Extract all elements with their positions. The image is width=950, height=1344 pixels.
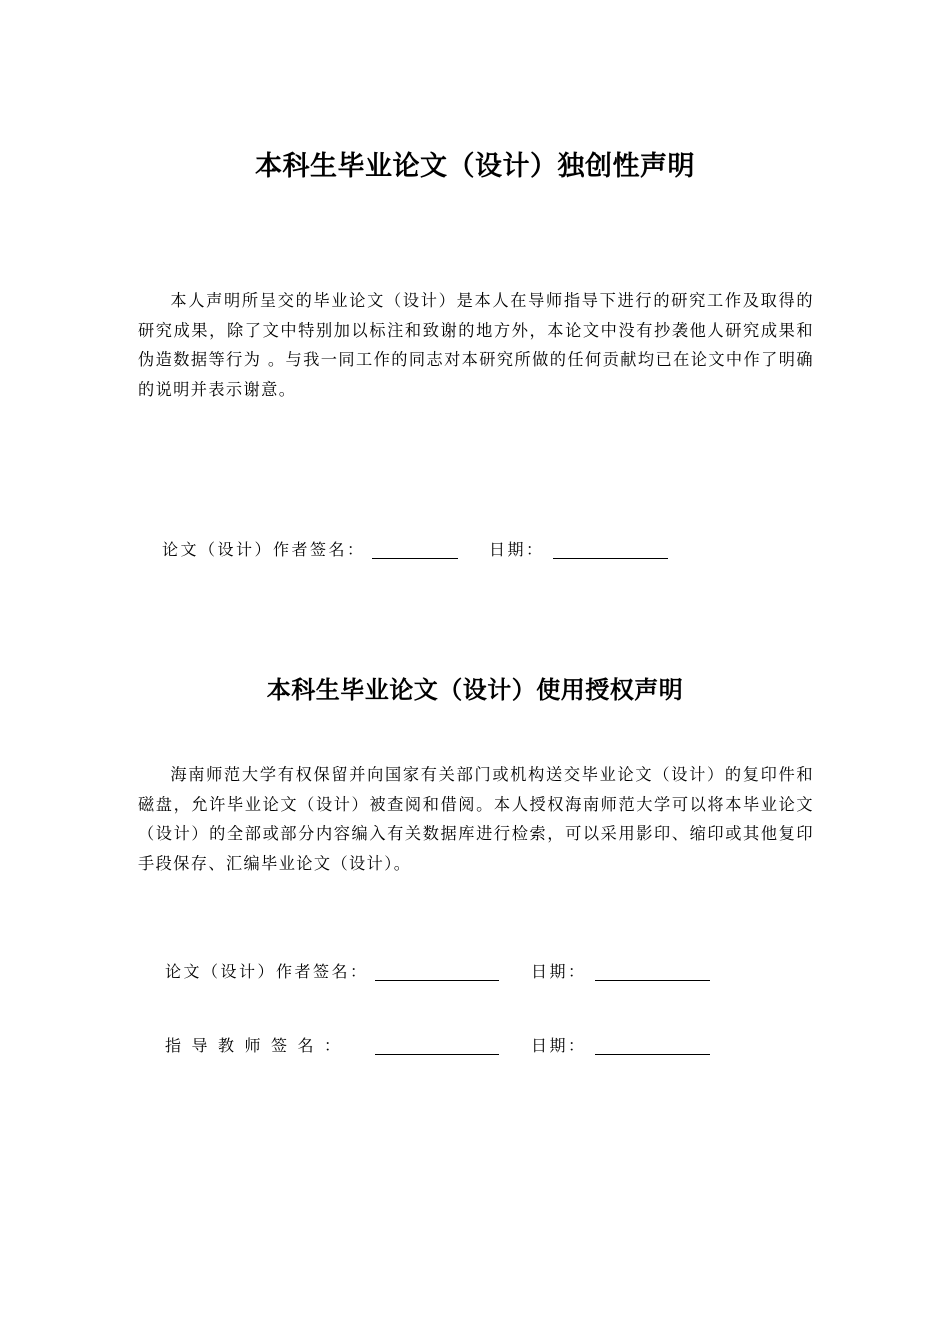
author-signature-line[interactable] [375, 980, 499, 981]
originality-paragraph: 本人声明所呈交的毕业论文（设计）是本人在导师指导下进行的研究工作及取得的研究成果，除了文中特别加以标注和致谢的地方外，本论文中没有抄袭他人研究成果和伪造数据等行为 。与我一同工作的同志对本研究所做的任何贡献均已在论文中作了明确的说明并表示谢意。 [138, 291, 814, 399]
author-signature-label: 论文（设计）作者签名： [165, 962, 369, 981]
advisor-date-label: 日期： [531, 1036, 587, 1055]
author-date-line[interactable] [595, 980, 710, 981]
originality-signature-row [0, 540, 950, 562]
author-signature-line[interactable] [372, 558, 458, 559]
originality-title: 本科生毕业论文（设计）独创性声明 [255, 151, 695, 182]
authorization-paragraph: 海南师范大学有权保留并向国家有关部门或机构送交毕业论文（设计）的复印件和磁盘，允许毕业论文（设计）被查阅和借阅。本人授权海南师范大学可以将本毕业论文（设计）的全部或部分内容编入有关数据库进行检索，可以采用影印、缩印或其他复印手段保存、汇编毕业论文（设计）。 [138, 765, 814, 873]
advisor-signature-line[interactable] [375, 1054, 499, 1055]
date-label: 日期： [489, 540, 545, 559]
authorization-title: 本科生毕业论文（设计）使用授权声明 [266, 676, 684, 704]
author-date-label: 日期： [531, 962, 587, 981]
advisor-signature-row [0, 1036, 950, 1058]
date-line[interactable] [553, 558, 668, 559]
advisor-signature-label: 指导教师签名： [165, 1036, 351, 1055]
authorization-author-signature-row [0, 962, 950, 984]
advisor-date-line[interactable] [595, 1054, 710, 1055]
author-signature-label: 论文（设计）作者签名： [162, 540, 366, 559]
